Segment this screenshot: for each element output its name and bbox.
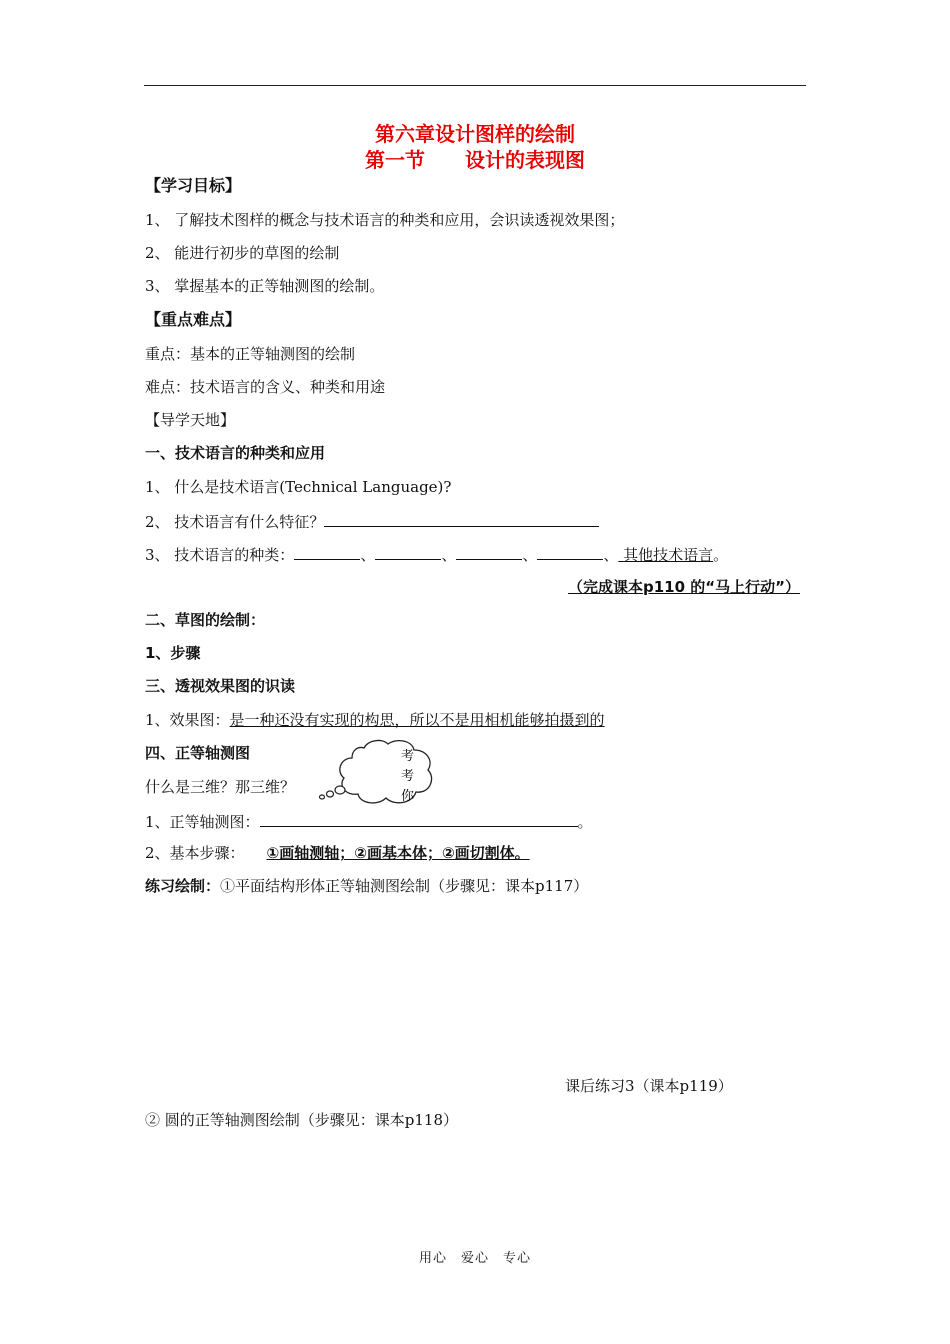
part2-heading: 二、草图的绘制：	[145, 611, 266, 629]
answer-blank[interactable]	[456, 543, 522, 560]
part4-question: 什么是三维？那三维？	[145, 778, 296, 796]
question-text: 3、 技术语言的种类：	[145, 546, 295, 564]
other-language: 其他技术语言	[618, 546, 714, 564]
section-title: 第一节 设计的表现图	[365, 148, 585, 172]
answer-blank[interactable]	[375, 543, 441, 560]
separator: 、	[522, 546, 538, 564]
cloud-char: 考	[401, 749, 415, 764]
item-label: 2、基本步骤：	[145, 844, 245, 862]
part2-step: 1、步骤	[145, 644, 201, 662]
part1-heading: 一、技术语言的种类和应用	[145, 444, 326, 462]
answer-blank[interactable]	[324, 510, 599, 527]
chapter-title: 第六章设计图样的绘制	[375, 122, 575, 146]
period: 。	[713, 546, 729, 564]
page-footer: 用心 爱心 专心	[418, 1251, 531, 1266]
part4-heading: 四、正等轴测图	[145, 744, 251, 762]
homework-note: 课后练习3（课本p119）	[565, 1077, 733, 1095]
period: 。	[577, 813, 593, 831]
part4-item-1	[145, 810, 593, 832]
part4-item-2	[145, 843, 530, 863]
key-heading: 【重点难点】	[145, 310, 242, 329]
difficult-point: 难点：技术语言的含义、种类和用途	[145, 378, 386, 396]
part1-question-1: 1、 什么是技术语言(Technical Language)?	[145, 478, 452, 496]
goals-heading: 【学习目标】	[145, 176, 242, 195]
question-text: 2、 技术语言有什么特征？	[145, 513, 325, 531]
item-label: 1、正等轴测图：	[145, 813, 260, 831]
goal-item: 1、 了解技术图样的概念与技术语言的种类和应用，会识读透视效果图；	[145, 211, 625, 229]
key-point: 重点：基本的正等轴测图的绘制	[145, 345, 356, 363]
header-rule	[144, 85, 806, 86]
practice-item: ①平面结构形体正等轴测图绘制（步骤见：课本p117）	[220, 877, 589, 895]
part3-item	[145, 710, 605, 730]
goal-item: 3、 掌握基本的正等轴测图的绘制。	[145, 277, 385, 295]
separator: 、	[603, 546, 619, 564]
answer-blank[interactable]	[537, 543, 603, 560]
cloud-char: 你	[401, 789, 415, 804]
steps-text: ①画轴测轴；②画基本体；②画切割体。	[266, 844, 530, 862]
practice-item-2: ② 圆的正等轴测图绘制（步骤见：课本p118）	[145, 1111, 459, 1129]
practice-label: 练习绘制：	[145, 877, 221, 895]
item-label: 1、效果图：	[145, 711, 230, 729]
part1-question-3	[145, 543, 728, 565]
textbook-note: （完成课本p110 的“马上行动”）	[568, 578, 800, 596]
separator: 、	[360, 546, 376, 564]
answer-blank[interactable]	[294, 543, 360, 560]
part1-question-2	[145, 510, 599, 532]
practice-line-1	[145, 876, 588, 896]
guide-heading: 【导学天地】	[145, 411, 236, 429]
goal-item: 2、 能进行初步的草图的绘制	[145, 244, 340, 262]
answer-blank[interactable]	[260, 810, 578, 827]
separator: 、	[441, 546, 457, 564]
thought-cloud-icon	[316, 738, 436, 808]
item-text: 是一种还没有实现的构思，所以不是用相机能够拍摄到的	[229, 711, 605, 729]
cloud-char: 考	[401, 769, 415, 784]
part3-heading: 三、透视效果图的识读	[145, 677, 296, 695]
